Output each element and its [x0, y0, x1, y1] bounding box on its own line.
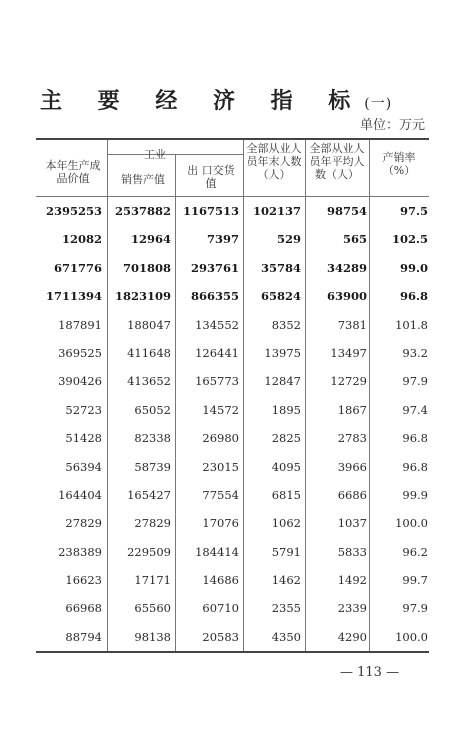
header-col-5: 全部从业人员年平均人数（人） — [309, 142, 365, 181]
table-cell: 165773 — [195, 374, 239, 389]
table-bottom-rule — [36, 651, 429, 653]
table-row — [36, 254, 429, 282]
table-cell: 187891 — [58, 317, 102, 332]
table-cell: 17171 — [134, 573, 171, 588]
table-cell: 1492 — [337, 573, 367, 588]
header-col-3: 出 口交货值 — [187, 164, 235, 190]
table-cell: 12847 — [264, 374, 301, 389]
table-cell: 411648 — [127, 345, 171, 360]
table-cell: 16623 — [65, 573, 102, 588]
table-cell: 97.5 — [399, 204, 428, 218]
table-cell: 1062 — [271, 516, 301, 531]
header-group-industry: 工业 — [144, 148, 166, 161]
table-row — [36, 339, 429, 367]
title-main: 主 要 经 济 指 标 — [40, 88, 365, 114]
table-cell: 100.0 — [395, 516, 428, 531]
table-cell: 164404 — [58, 487, 102, 502]
table-cell: 5833 — [337, 544, 367, 559]
table-cell: 1867 — [337, 402, 367, 417]
table-body — [36, 197, 429, 651]
table-cell: 51428 — [65, 431, 102, 446]
table-cell: 5791 — [271, 544, 301, 559]
table-row — [36, 225, 429, 253]
table-cell: 97.4 — [402, 402, 428, 417]
table-cell: 77554 — [202, 487, 239, 502]
table-cell: 866355 — [190, 289, 239, 304]
table-cell: 52723 — [65, 402, 102, 417]
table-cell: 1895 — [271, 402, 301, 417]
table-cell: 12082 — [61, 232, 102, 247]
table-row — [36, 396, 429, 424]
table-cell: 100.0 — [395, 629, 428, 644]
table-cell: 6686 — [337, 487, 367, 502]
table-cell: 4290 — [337, 629, 367, 644]
table-row — [36, 566, 429, 594]
table-row — [36, 594, 429, 622]
table-cell: 4350 — [271, 629, 301, 644]
table-cell: 2783 — [337, 431, 367, 446]
table-row — [36, 282, 429, 310]
title-suffix: (一) — [364, 96, 393, 112]
table-cell: 2537882 — [114, 204, 171, 218]
table-row — [36, 453, 429, 481]
table-cell: 88794 — [65, 629, 102, 644]
table-cell: 98138 — [134, 629, 171, 644]
header-subrule — [107, 154, 243, 155]
header-col-6: 产销率（%） — [382, 151, 416, 177]
table-cell: 60710 — [202, 601, 239, 616]
table-cell: 184414 — [195, 544, 239, 559]
table-cell: 97.9 — [402, 374, 428, 389]
table-cell: 3966 — [337, 459, 367, 474]
table-cell: 293761 — [190, 260, 239, 275]
table-cell: 529 — [276, 232, 301, 247]
table-cell: 96.2 — [402, 544, 428, 559]
table-cell: 102.5 — [391, 232, 428, 247]
table-cell: 82338 — [134, 431, 171, 446]
unit-label: 单位：万元 — [359, 118, 425, 133]
page-number: — 113 — — [340, 665, 400, 680]
table-cell: 93.2 — [402, 345, 428, 360]
table-cell: 35784 — [260, 260, 301, 275]
table-cell: 4095 — [271, 459, 301, 474]
table-cell: 96.8 — [402, 459, 428, 474]
table-cell: 7397 — [206, 232, 239, 247]
table-cell: 13497 — [330, 345, 367, 360]
table-cell: 14686 — [202, 573, 239, 588]
table-top-rule — [36, 138, 429, 140]
table-row — [36, 481, 429, 509]
table-cell: 2339 — [337, 601, 367, 616]
table-cell: 2355 — [271, 601, 301, 616]
table-row — [36, 538, 429, 566]
table-cell: 390426 — [58, 374, 102, 389]
table-row — [36, 623, 429, 651]
table-cell: 671776 — [53, 260, 102, 275]
table-cell: 65824 — [260, 289, 301, 304]
table-cell: 413652 — [127, 374, 171, 389]
table-cell: 58739 — [134, 459, 171, 474]
table-cell: 13975 — [264, 345, 301, 360]
table-cell: 565 — [342, 232, 367, 247]
table-cell: 65052 — [134, 402, 171, 417]
table-cell: 99.0 — [399, 260, 428, 275]
table-cell: 126441 — [195, 345, 239, 360]
table-cell: 99.7 — [402, 573, 428, 588]
page-title — [40, 84, 392, 115]
table-cell: 99.9 — [402, 487, 428, 502]
table-cell: 102137 — [252, 204, 301, 218]
table-cell: 2395253 — [45, 204, 102, 218]
table-cell: 96.8 — [399, 289, 428, 304]
table-cell: 27829 — [134, 516, 171, 531]
header-col-2: 销售产值 — [121, 173, 165, 186]
table-cell: 701808 — [122, 260, 171, 275]
header-col-4: 全部从业人 员年末人数（人） — [246, 142, 302, 181]
table-row — [36, 367, 429, 395]
table-cell: 98754 — [326, 204, 367, 218]
table-cell: 26980 — [202, 431, 239, 446]
table-cell: 65560 — [134, 601, 171, 616]
table-cell: 12964 — [130, 232, 171, 247]
table-cell: 188047 — [127, 317, 171, 332]
table-row — [36, 424, 429, 452]
table-cell: 1711394 — [45, 289, 102, 304]
table-cell: 369525 — [58, 345, 102, 360]
table-cell: 1037 — [337, 516, 367, 531]
table-cell: 1462 — [271, 573, 301, 588]
table-cell: 134552 — [195, 317, 239, 332]
table-cell: 23015 — [202, 459, 239, 474]
table-row — [36, 311, 429, 339]
table-cell: 1823109 — [114, 289, 171, 304]
table-cell: 27829 — [65, 516, 102, 531]
table-cell: 1167513 — [182, 204, 239, 218]
table-cell: 165427 — [127, 487, 171, 502]
table-cell: 2825 — [271, 431, 301, 446]
table-cell: 20583 — [202, 629, 239, 644]
table-row — [36, 197, 429, 225]
table-cell: 229509 — [127, 544, 171, 559]
table-cell: 34289 — [326, 260, 367, 275]
table-cell: 14572 — [202, 402, 239, 417]
table-cell: 6815 — [271, 487, 301, 502]
table-cell: 101.8 — [395, 317, 428, 332]
table-cell: 7381 — [337, 317, 367, 332]
table-cell: 12729 — [330, 374, 367, 389]
header-col-1: 本年生产成品价值 — [45, 159, 101, 185]
table-cell: 96.8 — [402, 431, 428, 446]
table-cell: 66968 — [65, 601, 102, 616]
table-cell: 17076 — [202, 516, 239, 531]
table-row — [36, 509, 429, 537]
table-cell: 63900 — [326, 289, 367, 304]
table-cell: 97.9 — [402, 601, 428, 616]
table-cell: 56394 — [65, 459, 102, 474]
table-cell: 8352 — [271, 317, 301, 332]
table-cell: 238389 — [58, 544, 102, 559]
